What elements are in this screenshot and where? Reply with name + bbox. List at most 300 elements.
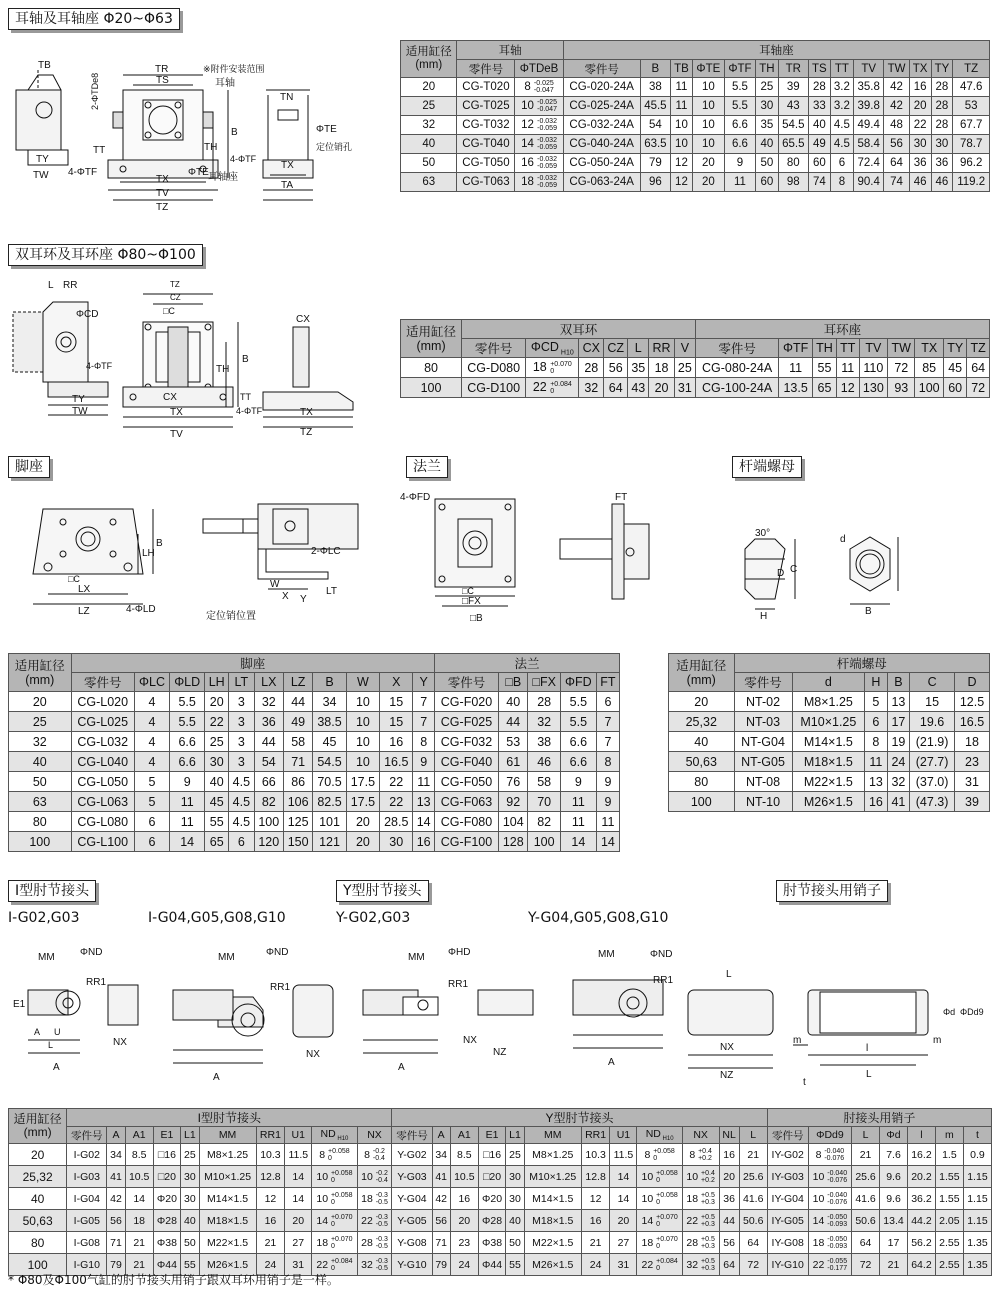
cell-bore: 32 bbox=[9, 732, 72, 752]
cell-nd: 18 +0.070 0 bbox=[637, 1232, 682, 1254]
cell-value: I-G03 bbox=[67, 1166, 107, 1188]
table-row bbox=[9, 712, 620, 732]
th-group-clevis: 双耳环 bbox=[462, 320, 696, 339]
cell-value: 6.6 bbox=[560, 752, 596, 772]
cell-nx: 18 -0.3 -0.5 bbox=[357, 1188, 392, 1210]
col-header: L bbox=[628, 339, 649, 358]
th-group-base: 耳轴座 bbox=[563, 41, 989, 60]
trunnion-label-range: ※附件安装范围 bbox=[203, 64, 265, 74]
cell-value: 14 bbox=[560, 832, 596, 852]
cell-value: NT-G04 bbox=[734, 732, 792, 752]
cell-value: 32 bbox=[579, 378, 604, 398]
trunnion-section-title: 耳轴及耳轴座 Φ20~Φ63 bbox=[8, 8, 180, 30]
flange-label-c: □C bbox=[462, 586, 474, 596]
col-header: Y bbox=[413, 673, 434, 692]
joint-label-nx2: NX bbox=[306, 1049, 320, 1060]
cell-value: 7 bbox=[596, 712, 619, 732]
joint-label-rr1: RR1 bbox=[86, 977, 107, 988]
cell-bore: 50,63 bbox=[9, 1210, 67, 1232]
cell-value: 16.2 bbox=[907, 1144, 935, 1166]
cell-value: 64 bbox=[719, 1254, 739, 1276]
cell-value: 71 bbox=[432, 1232, 450, 1254]
flange-label-ft: FT bbox=[615, 492, 628, 503]
cell-part-no: IY-G04 bbox=[767, 1188, 808, 1210]
cell-value: 82.5 bbox=[313, 792, 346, 812]
cell-value: 32 bbox=[254, 692, 283, 712]
table-row bbox=[401, 78, 990, 97]
col-header: ΦCD $_{H10}$ bbox=[526, 339, 579, 358]
cell-value: 27 bbox=[285, 1232, 312, 1254]
cell-value: Φ20 bbox=[153, 1188, 181, 1210]
col-header: B bbox=[640, 60, 670, 78]
cell-value: 39 bbox=[778, 78, 808, 97]
cell-value: 9 bbox=[724, 154, 755, 173]
cell-nd: 8 +0.058 0 bbox=[637, 1144, 682, 1166]
cell-value: 22 bbox=[909, 116, 931, 135]
cell-value: 33 bbox=[808, 97, 830, 116]
cell-value: 30 bbox=[181, 1166, 199, 1188]
cell-value: 15 bbox=[380, 692, 413, 712]
cell-value: 6 bbox=[830, 154, 853, 173]
cell-value: 36 bbox=[719, 1188, 739, 1210]
th-group-foot: 脚座 bbox=[71, 654, 434, 673]
cell-value: 54 bbox=[640, 116, 670, 135]
cell-part-no: CG-T040 bbox=[457, 135, 515, 154]
cell-value: 8.5 bbox=[450, 1144, 478, 1166]
foot-label-lh: LH bbox=[142, 548, 155, 559]
table-row bbox=[9, 692, 620, 712]
cell-value: 2.05 bbox=[935, 1210, 963, 1232]
cell-value: 44 bbox=[254, 732, 283, 752]
cell-bore: 100 bbox=[9, 832, 72, 852]
cell-value: □16 bbox=[478, 1144, 506, 1166]
pin-section-title: 肘节接头用销子 bbox=[776, 880, 888, 902]
i-joint-sub2: I-G04,G05,G08,G10 bbox=[148, 910, 286, 926]
clevis-label-tt: TT bbox=[240, 392, 251, 402]
joint-label-nz2: NZ bbox=[720, 1070, 734, 1081]
th-group-pin: 耳轴 bbox=[457, 41, 563, 60]
cell-value: 39.8 bbox=[854, 97, 884, 116]
col-header: A bbox=[432, 1127, 450, 1144]
table-row bbox=[9, 812, 620, 832]
cell-value: M14×1.5 bbox=[792, 732, 865, 752]
cell-value: 11 bbox=[170, 812, 205, 832]
cell-value: 38 bbox=[528, 732, 560, 752]
cell-bore: 50 bbox=[9, 772, 72, 792]
cell-bore: 80 bbox=[9, 812, 72, 832]
col-header: A1 bbox=[450, 1127, 478, 1144]
col-header: TT bbox=[830, 60, 853, 78]
nut-label-c: C bbox=[790, 564, 798, 575]
cell-value: 72 bbox=[852, 1254, 880, 1276]
cell-bore: 40 bbox=[401, 135, 457, 154]
cell-value: NT-02 bbox=[734, 692, 792, 712]
cell-value: 70.5 bbox=[313, 772, 346, 792]
tolerance: +0.070 0 bbox=[656, 1235, 678, 1250]
cell-part-no: CG-D100 bbox=[462, 378, 526, 398]
cell-value: 79 bbox=[107, 1254, 125, 1276]
joint-label-d: Φd bbox=[943, 1007, 956, 1017]
cell-value: 72 bbox=[888, 358, 915, 378]
col-header: □FX bbox=[528, 673, 560, 692]
cell-value: 15 bbox=[380, 712, 413, 732]
cell-part-no: CG-T032 bbox=[457, 116, 515, 135]
tolerance: +0.058 0 bbox=[656, 1169, 678, 1184]
tolerance: +0.5 +0.3 bbox=[701, 1191, 715, 1206]
col-header: d bbox=[792, 673, 865, 692]
cell-value: 55 bbox=[506, 1254, 524, 1276]
cell-value: 39 bbox=[955, 792, 990, 812]
table-row bbox=[669, 752, 990, 772]
cell-value: 14 bbox=[596, 832, 619, 852]
cell-value: 24 bbox=[581, 1254, 610, 1276]
cell-value: 40 bbox=[506, 1210, 524, 1232]
cell-value: 22 bbox=[205, 712, 229, 732]
cell-value: 35 bbox=[628, 358, 649, 378]
flange-label-b: □B bbox=[470, 613, 483, 624]
cell-nd: 10 +0.058 0 bbox=[637, 1166, 682, 1188]
col-header: TB bbox=[671, 60, 693, 78]
tolerance: +0.5 +0.3 bbox=[701, 1257, 715, 1272]
cell-value: 71 bbox=[107, 1232, 125, 1254]
tolerance: +0.058 0 bbox=[656, 1191, 678, 1206]
table-row bbox=[669, 792, 990, 812]
cell-value: 63.5 bbox=[640, 135, 670, 154]
cell-value: 21 bbox=[581, 1232, 610, 1254]
foot-label-lc: 2-ΦLC bbox=[311, 546, 341, 557]
table-row bbox=[401, 135, 990, 154]
cell-value: 119.2 bbox=[953, 173, 990, 192]
col-header: TT bbox=[836, 339, 859, 358]
col-header: NL bbox=[719, 1127, 739, 1144]
flange-section-title: 法兰 bbox=[406, 456, 448, 478]
cell-value: 1.15 bbox=[963, 1188, 991, 1210]
col-header: l bbox=[907, 1127, 935, 1144]
cell-nd: 22 +0.084 0 bbox=[637, 1254, 682, 1276]
trunnion-label-te: ΦTE bbox=[188, 167, 209, 178]
i-joint-section-title: I型肘节接头 bbox=[8, 880, 96, 902]
cell-value: M10×1.25 bbox=[199, 1166, 256, 1188]
col-header: RR1 bbox=[581, 1127, 610, 1144]
clevis-section-title: 双耳环及耳环座 Φ80~Φ100 bbox=[8, 244, 203, 266]
cell-bore: 80 bbox=[401, 358, 462, 378]
tolerance: -0.040 -0.076 bbox=[827, 1191, 848, 1206]
col-header: 零件号 bbox=[695, 339, 778, 358]
cell-value: I-G10 bbox=[67, 1254, 107, 1276]
tolerance: -0.2 -0.4 bbox=[375, 1169, 388, 1184]
cell-value: 44 bbox=[283, 692, 312, 712]
joint-label-a2: A bbox=[213, 1072, 220, 1083]
tolerance: +0.084 0 bbox=[330, 1257, 353, 1272]
cell-value: Φ44 bbox=[153, 1254, 181, 1276]
cell-value: NT-G05 bbox=[734, 752, 792, 772]
th-bore: 适用缸径 (mm) bbox=[669, 654, 735, 692]
table-row bbox=[9, 792, 620, 812]
cell-value: (47.3) bbox=[910, 792, 955, 812]
cell-nx: 28 +0.5 +0.3 bbox=[682, 1232, 719, 1254]
cell-value: 21 bbox=[852, 1144, 880, 1166]
cell-value: CG-L063 bbox=[71, 792, 134, 812]
cell-value: 79 bbox=[640, 154, 670, 173]
clevis-label-c: □C bbox=[163, 306, 175, 316]
th-group-flange: 法兰 bbox=[434, 654, 619, 673]
cell-cd: 18 +0.070 0 bbox=[526, 358, 579, 378]
cell-value: M18×1.5 bbox=[524, 1210, 581, 1232]
col-header: L bbox=[739, 1127, 767, 1144]
cell-value: 7 bbox=[596, 732, 619, 752]
cell-value: 150 bbox=[283, 832, 312, 852]
col-header: 零件号 bbox=[71, 673, 134, 692]
cell-value: NT-08 bbox=[734, 772, 792, 792]
clevis-label-tv: TV bbox=[170, 429, 183, 440]
th-group-pin: 肘接头用销子 bbox=[767, 1109, 991, 1127]
cell-value: 65 bbox=[205, 832, 229, 852]
cell-value: 6.6 bbox=[724, 116, 755, 135]
cell-value: 40 bbox=[756, 135, 779, 154]
cell-value: 17.5 bbox=[346, 772, 379, 792]
cell-value: 16.5 bbox=[380, 752, 413, 772]
cell-value: 11 bbox=[560, 812, 596, 832]
col-header: V bbox=[674, 339, 695, 358]
cell-value: 42 bbox=[107, 1188, 125, 1210]
cell-value: M26×1.5 bbox=[792, 792, 865, 812]
cell-value: 1.15 bbox=[963, 1166, 991, 1188]
cell-value: 48 bbox=[884, 116, 909, 135]
cell-value: M22×1.5 bbox=[199, 1232, 256, 1254]
cell-value: 82 bbox=[528, 812, 560, 832]
tolerance: -0.050 -0.093 bbox=[827, 1213, 848, 1228]
cell-value: 125 bbox=[283, 812, 312, 832]
trunnion-label-tz: TZ bbox=[156, 202, 169, 213]
cell-value: 78.7 bbox=[953, 135, 990, 154]
cell-value: 10.3 bbox=[581, 1144, 610, 1166]
col-header: FT bbox=[596, 673, 619, 692]
cell-value: CG-F032 bbox=[434, 732, 498, 752]
cell-value: 44 bbox=[719, 1210, 739, 1232]
cell-value: 9 bbox=[413, 752, 434, 772]
cell-value: Φ38 bbox=[153, 1232, 181, 1254]
cell-value: 8 bbox=[596, 752, 619, 772]
cell-value: Y-G02 bbox=[392, 1144, 432, 1166]
th-group-bracket: 耳环座 bbox=[695, 320, 989, 339]
cell-value: 42 bbox=[884, 97, 909, 116]
y-joint-sub1: Y-G02,G03 bbox=[336, 910, 411, 926]
cell-value: 46 bbox=[909, 173, 931, 192]
col-header: C bbox=[910, 673, 955, 692]
cell-value: 92 bbox=[499, 792, 528, 812]
cell-value: 110 bbox=[859, 358, 888, 378]
cell-bore: 50,63 bbox=[669, 752, 735, 772]
cell-value: 50 bbox=[181, 1232, 199, 1254]
col-header: ΦLD bbox=[170, 673, 205, 692]
cell-value: 12 bbox=[256, 1188, 285, 1210]
y-joint-section-title: Y型肘节接头 bbox=[336, 880, 429, 902]
table-row bbox=[9, 752, 620, 772]
cell-part-no: CG-T025 bbox=[457, 97, 515, 116]
col-header: A1 bbox=[125, 1127, 153, 1144]
cell-value: 30 bbox=[909, 135, 931, 154]
tolerance: +0.084 0 bbox=[550, 380, 572, 395]
cell-value: 21 bbox=[880, 1254, 908, 1276]
cell-value: CG-F040 bbox=[434, 752, 498, 772]
cell-value: 45.5 bbox=[640, 97, 670, 116]
cell-value: 14 bbox=[285, 1188, 312, 1210]
cell-value: M10×1.25 bbox=[792, 712, 865, 732]
cell-value: 5.5 bbox=[724, 78, 755, 97]
flange-drawing bbox=[400, 484, 660, 634]
table-row bbox=[9, 732, 620, 752]
cell-value: 55 bbox=[205, 812, 229, 832]
cell-value: 13 bbox=[413, 792, 434, 812]
i-joint-sub1: I-G02,G03 bbox=[8, 910, 80, 926]
cell-value: 30 bbox=[506, 1166, 524, 1188]
foot-label-y: Y bbox=[300, 594, 307, 605]
nut-label-d: d bbox=[840, 534, 846, 545]
trunnion-label-tv: TV bbox=[156, 188, 169, 199]
tolerance: +0.4 +0.2 bbox=[701, 1169, 715, 1184]
cell-value: 20 bbox=[692, 173, 724, 192]
table-row bbox=[401, 154, 990, 173]
cell-value: 11.5 bbox=[285, 1144, 312, 1166]
cell-value: 16 bbox=[413, 832, 434, 852]
cell-bore: 50 bbox=[401, 154, 457, 173]
tolerance: -0.025 -0.047 bbox=[533, 80, 554, 94]
cell-part-no: IY-G03 bbox=[767, 1166, 808, 1188]
cell-value: 10.3 bbox=[256, 1144, 285, 1166]
cell-value: 25 bbox=[506, 1144, 524, 1166]
cell-value: 6 bbox=[134, 832, 169, 852]
cell-value: 3 bbox=[229, 752, 254, 772]
cell-value: 1.35 bbox=[963, 1254, 991, 1276]
cell-value: 49 bbox=[283, 712, 312, 732]
cell-value: 5.5 bbox=[170, 692, 205, 712]
cell-part-no: CG-050-24A bbox=[563, 154, 640, 173]
table-row bbox=[669, 732, 990, 752]
cell-value: 72 bbox=[739, 1254, 767, 1276]
cell-value: Φ20 bbox=[478, 1188, 506, 1210]
cell-value: 56 bbox=[432, 1210, 450, 1232]
joint-label-nd: ΦND bbox=[80, 947, 103, 958]
cell-value: 66 bbox=[254, 772, 283, 792]
cell-value: 60 bbox=[756, 173, 779, 192]
joint-label-u1: U bbox=[54, 1027, 61, 1037]
foot-label-c: □C bbox=[68, 574, 80, 584]
cell-value: 9.6 bbox=[880, 1166, 908, 1188]
tolerance: +0.070 0 bbox=[330, 1235, 353, 1250]
col-header: 零件号 bbox=[392, 1127, 432, 1144]
col-header: TR bbox=[778, 60, 808, 78]
cell-bore: 25,32 bbox=[669, 712, 735, 732]
cell-part-no: CG-040-24A bbox=[563, 135, 640, 154]
cell-value: 9.6 bbox=[880, 1188, 908, 1210]
cell-part-no: CG-D080 bbox=[462, 358, 526, 378]
cell-value: 41.6 bbox=[739, 1188, 767, 1210]
col-header: ΦTDeB bbox=[515, 60, 563, 78]
joint-label-mm2: MM bbox=[218, 952, 235, 963]
cell-value: 56 bbox=[719, 1232, 739, 1254]
foot-label-lx: LX bbox=[78, 584, 91, 595]
cell-value: 24 bbox=[450, 1254, 478, 1276]
joint-label-nz: NZ bbox=[493, 1047, 507, 1058]
cell-value: 21 bbox=[739, 1144, 767, 1166]
col-header: CZ bbox=[604, 339, 628, 358]
cell-value: 36 bbox=[931, 154, 953, 173]
cell-value: M8×1.25 bbox=[524, 1144, 581, 1166]
cell-value: 100 bbox=[915, 378, 944, 398]
cell-value: 12.8 bbox=[581, 1166, 610, 1188]
cell-value: 22 bbox=[380, 772, 413, 792]
joint-label-hd: ΦHD bbox=[448, 947, 471, 958]
cell-value: 14 bbox=[125, 1188, 153, 1210]
trunnion-label-base: 耳轴座 bbox=[208, 172, 238, 183]
trunnion-label-tx2: TX bbox=[281, 160, 294, 171]
trunnion-label-tf2: 4-ΦTF bbox=[230, 154, 257, 164]
cell-bore: 32 bbox=[401, 116, 457, 135]
tolerance: +0.070 0 bbox=[330, 1213, 353, 1228]
cell-value: 1.35 bbox=[963, 1232, 991, 1254]
cell-value: CG-L040 bbox=[71, 752, 134, 772]
trunnion-label-tf: 4-ΦTF bbox=[68, 167, 98, 178]
col-header: L1 bbox=[506, 1127, 524, 1144]
col-header: TS bbox=[808, 60, 830, 78]
cell-value: 72 bbox=[967, 378, 990, 398]
cell-value: 98 bbox=[778, 173, 808, 192]
cell-value: 13 bbox=[887, 692, 910, 712]
cell-value: 20 bbox=[450, 1210, 478, 1232]
cell-value: 6.6 bbox=[170, 752, 205, 772]
cell-part-no: CG-025-24A bbox=[563, 97, 640, 116]
col-header: LT bbox=[229, 673, 254, 692]
clevis-label-rr: RR bbox=[63, 280, 78, 291]
joint-label-nd4: ΦND bbox=[650, 949, 673, 960]
cell-part-no: CG-T050 bbox=[457, 154, 515, 173]
cell-value: 60 bbox=[944, 378, 967, 398]
cell-value: 10 bbox=[346, 692, 379, 712]
cell-part-no: CG-080-24A bbox=[695, 358, 778, 378]
cell-value: 30 bbox=[181, 1188, 199, 1210]
col-header: ND $_{H10}$ bbox=[637, 1127, 682, 1144]
clevis-label-l: L bbox=[48, 280, 54, 291]
col-header: ΦLC bbox=[134, 673, 169, 692]
cell-value: 36 bbox=[254, 712, 283, 732]
cell-value: 2.55 bbox=[935, 1254, 963, 1276]
cell-value: 24 bbox=[256, 1254, 285, 1276]
tolerance: -0.055 -0.177 bbox=[827, 1257, 848, 1272]
cell-part-no: CG-100-24A bbox=[695, 378, 778, 398]
cell-value: 25.6 bbox=[739, 1166, 767, 1188]
cell-value: 49.4 bbox=[854, 116, 884, 135]
trunnion-label-tt: TT bbox=[93, 145, 106, 156]
cell-value: 25 bbox=[756, 78, 779, 97]
col-header: 零件号 bbox=[734, 673, 792, 692]
col-header: RR bbox=[649, 339, 675, 358]
cell-value: Φ44 bbox=[478, 1254, 506, 1276]
cell-dd9: 10 -0.040 -0.076 bbox=[808, 1166, 851, 1188]
cell-value: NT-03 bbox=[734, 712, 792, 732]
cell-value: 22 bbox=[380, 792, 413, 812]
cell-value: Y-G04 bbox=[392, 1188, 432, 1210]
cell-value: 72.4 bbox=[854, 154, 884, 173]
cell-value: 80 bbox=[778, 154, 808, 173]
joint-label-a4: A bbox=[608, 1057, 615, 1068]
cell-nx: 22 -0.3 -0.5 bbox=[357, 1210, 392, 1232]
cell-value: 60 bbox=[808, 154, 830, 173]
cell-value: 128 bbox=[499, 832, 528, 852]
cell-bore: 100 bbox=[669, 792, 735, 812]
tolerance: -0.032 -0.059 bbox=[537, 156, 557, 170]
tolerance: -0.032 -0.059 bbox=[537, 137, 557, 151]
cell-bore: 20 bbox=[9, 1144, 67, 1166]
